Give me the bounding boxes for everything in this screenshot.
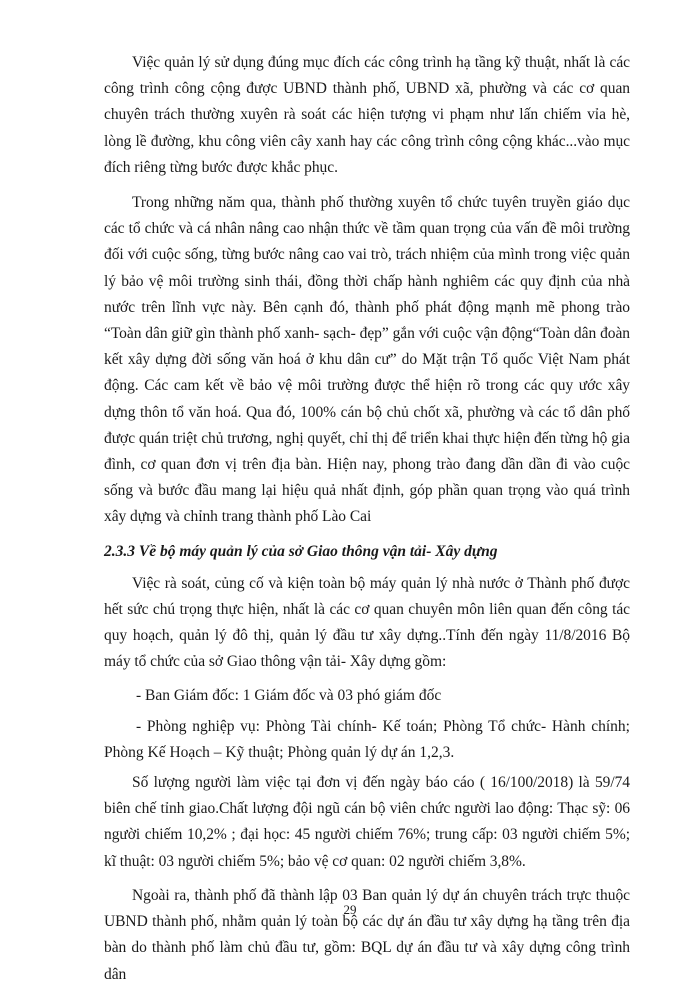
page-number: 29	[343, 902, 357, 917]
paragraph-staff-statistics: Số lượng người làm việc tại đơn vị đến ngày báo cáo ( 16/100/2018) là 59/74 biên chế tỉnh giao.Chất lượng đội ngũ cán bộ viên chức người lao động: Thạc sỹ: 06 người chiếm 10,2% ; đại học: 45 người chiếm 76%; trung cấp: 03 người chiếm 5%; kĩ thuật: 03 người chiếm 5%; bảo vệ cơ quan: 02 người chiếm 3,8%.	[104, 774, 630, 870]
paragraph-project-boards: Ngoài ra, thành phố đã thành lập 03 Ban quản lý dự án chuyên trách trực thuộc UBND thành phố, nhằm quản lý toàn bộ các dự án đầu tư xây dựng hạ tầng trên địa bàn do thành phố làm chủ đầu tư, gồm: BQL dự án đầu tư và xây dựng công trình dân	[104, 886, 630, 983]
section-heading: 2.3.3 Về bộ máy quản lý của sở Giao thông vận tải- Xây dựng	[104, 542, 498, 560]
paragraph-apparatus-review: Việc rà soát, củng cố và kiện toàn bộ máy quản lý nhà nước ở Thành phố được hết sức chú trọng thực hiện, nhất là các cơ quan chuyên môn liên quan đến công tác quy hoạch, quản lý đô thị, quản lý đầu tư xây dựng..Tính đến ngày 11/8/2016 Bộ máy tổ chức của sở Giao thông vận tải- Xây dựng gồm:	[104, 574, 630, 671]
list-item-board-of-directors: - Ban Giám đốc: 1 Giám đốc và 03 phó giám đốc	[136, 687, 442, 705]
paragraph-environment-awareness: Trong những năm qua, thành phố thường xuyên tổ chức tuyên truyền giáo dục các tổ chức và cá nhân nâng cao nhận thức về tầm quan trọng của vấn đề môi trường đối với cuộc sống, từng bước nâng cao vai trò, trách nhiệm của mình trong việc quản lý bảo vệ môi trường sinh thái, đồng thời chấp hành nghiêm các quy định của nhà nước trên lĩnh vực này. Bên cạnh đó, thành phố phát động mạnh mẽ phong trào “Toàn dân giữ gìn thành phố xanh- sạch- đẹp” gắn với cuộc vận động“Toàn dân đoàn kết xây dựng đời sống văn hoá ở khu dân cư” do Mặt trận Tổ quốc Việt Nam phát động. Các cam kết về bảo vệ môi trường được thể hiện rõ trong các quy ước xây dựng thôn tổ văn hoá. Qua đó, 100% cán bộ chủ chốt xã, phường và các tổ dân phố được quán triệt chủ trương, nghị quyết, chỉ thị để triển khai thực hiện đến từng hộ gia đình, cơ quan đơn vị trên địa bàn. Hiện nay, phong trào đang dần dần đi vào cuộc sống và bước đầu mang lại hiệu quả nhất định, góp phần quan trọng vào quá trình xây dựng và chỉnh trang thành phố Lào Cai	[104, 194, 630, 526]
list-item-departments: - Phòng nghiệp vụ: Phòng Tài chính- Kế toán; Phòng Tổ chức- Hành chính; Phòng Kế Hoạch – Kỹ thuật; Phòng quản lý dự án 1,2,3.	[104, 717, 630, 761]
paragraph-infrastructure-management: Việc quản lý sử dụng đúng mục đích các công trình hạ tầng kỹ thuật, nhất là các công trình công cộng được UBND thành phố, UBND xã, phường và các cơ quan chuyên trách thường xuyên rà soát các hiện tượng vi phạm như lấn chiếm vỉa hè, lòng lề đường, khu công viên cây xanh hay các công trình công cộng khác...vào mục đích riêng từng bước được khắc phục.	[104, 54, 630, 176]
page-content	[104, 50, 630, 996]
